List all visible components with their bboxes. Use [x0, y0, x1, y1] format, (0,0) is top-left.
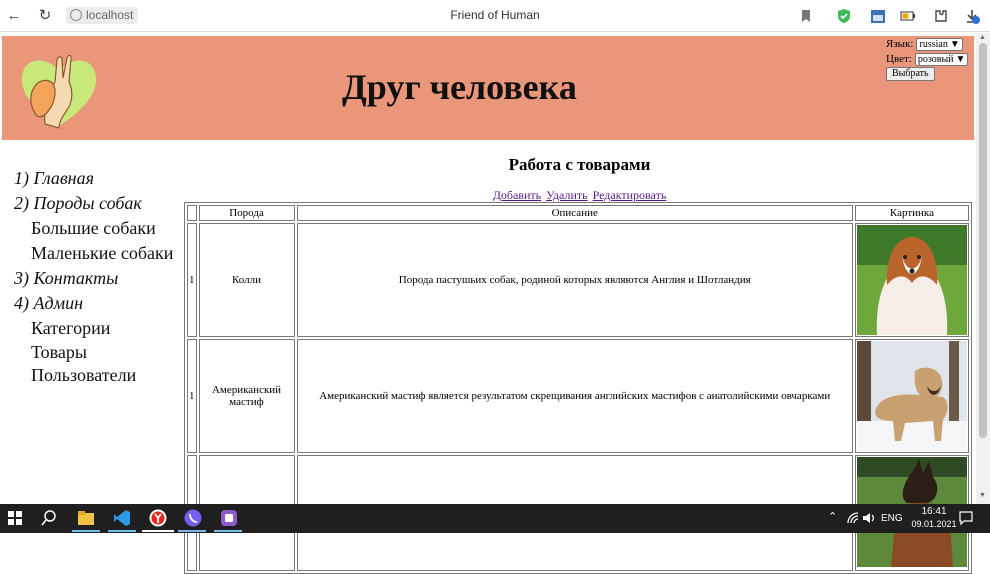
address-bar[interactable] [66, 7, 138, 24]
messenger-app-icon[interactable] [220, 509, 238, 527]
color-value: розовый [917, 53, 954, 65]
site-title: Друг человека [342, 67, 577, 107]
windows-start-icon[interactable] [6, 509, 24, 527]
reload-icon[interactable]: ↻ [38, 7, 52, 24]
volume-icon[interactable] [862, 511, 876, 525]
vscode-icon[interactable] [113, 509, 131, 527]
row-description: Порода пастушьих собак, родиной которых являются Англия и Шотландия [297, 223, 853, 337]
collie-photo [857, 225, 967, 335]
color-select[interactable] [915, 53, 969, 66]
sidebar-item[interactable]: Пользователи [31, 365, 137, 385]
scroll-thumb[interactable] [979, 43, 987, 438]
file-explorer-icon[interactable] [77, 509, 95, 527]
scroll-down-icon[interactable]: ▼ [979, 492, 986, 499]
scroll-up-icon[interactable]: ▲ [979, 34, 986, 41]
calendar-extension-icon[interactable] [870, 8, 886, 24]
vertical-scrollbar[interactable] [976, 33, 990, 504]
sidebar-item[interactable]: 2) Породы собак [14, 193, 142, 213]
sidebar-item[interactable]: 4) Админ [14, 293, 84, 313]
search-icon[interactable] [40, 509, 58, 527]
col-image-header: Картинка [855, 205, 969, 221]
notifications-icon[interactable] [959, 511, 973, 525]
sidebar-item[interactable]: Маленькие собаки [31, 243, 174, 263]
page-viewport [0, 33, 976, 504]
sidebar-item[interactable]: Товары [31, 341, 87, 362]
row-description: Американский мастиф является результатом скрещивания английских мастифов с анатолийскими овчарками [297, 339, 853, 453]
row-breed: Американский мастиф [199, 339, 295, 453]
action-links [183, 188, 976, 203]
table-row[interactable] [187, 223, 969, 337]
language-value: russian [919, 38, 948, 50]
viber-icon[interactable] [184, 509, 202, 527]
back-icon[interactable]: ← [6, 7, 22, 24]
taskbar-indicator [72, 530, 100, 532]
puzzle-icon[interactable] [933, 8, 949, 24]
tab-title: Friend of Human [450, 8, 540, 22]
language-select[interactable] [916, 38, 962, 51]
mastiff-photo [857, 341, 967, 451]
shield-icon[interactable] [836, 8, 852, 24]
delete-link[interactable]: Удалить [546, 188, 588, 202]
row-number: 1 [187, 223, 197, 337]
download-icon[interactable] [964, 8, 980, 24]
bookmark-icon[interactable] [798, 8, 814, 24]
taskbar-indicator [142, 530, 174, 532]
yandex-browser-icon[interactable] [149, 509, 167, 527]
sidebar-item[interactable]: Категории [31, 318, 111, 338]
table-header-row [187, 205, 969, 221]
col-desc-header: Описание [297, 205, 853, 221]
color-label: Цвет: [886, 53, 912, 65]
sidebar-item[interactable]: 1) Главная [14, 168, 94, 188]
hand-paw-logo [15, 46, 103, 134]
chevron-up-icon[interactable]: ⌃ [828, 511, 838, 523]
col-num-header [187, 205, 197, 221]
sidebar-item[interactable]: Большие собаки [31, 218, 156, 238]
settings-form [886, 37, 968, 81]
globe-icon [70, 9, 82, 21]
row-number: 1 [187, 339, 197, 453]
clock-date[interactable]: 09.01.2021 [911, 519, 957, 529]
col-breed-header: Порода [199, 205, 295, 221]
wifi-icon[interactable] [846, 511, 860, 525]
taskbar-indicator [214, 530, 242, 532]
taskbar-indicator [108, 530, 136, 532]
clock-time[interactable]: 16:41 [921, 506, 947, 517]
language-indicator[interactable]: ENG [881, 513, 903, 524]
browser-toolbar [0, 0, 990, 32]
taskbar-indicator [178, 530, 206, 532]
site-header [2, 36, 974, 140]
chevron-down-icon: ▼ [949, 38, 960, 50]
submit-button[interactable]: Выбрать [886, 67, 935, 81]
battery-icon[interactable] [900, 8, 916, 24]
row-image-cell [855, 223, 969, 337]
chevron-down-icon: ▼ [955, 53, 966, 65]
address-text: localhost [86, 8, 134, 22]
sidebar-item[interactable]: 3) Контакты [14, 268, 119, 288]
edit-link[interactable]: Редактировать [592, 188, 667, 202]
add-link[interactable]: Добавить [492, 188, 542, 202]
section-title: Работа с товарами [508, 155, 651, 174]
language-label: Язык: [886, 38, 914, 50]
sidebar-menu [14, 167, 173, 388]
row-image-cell [855, 339, 969, 453]
row-breed: Колли [199, 223, 295, 337]
table-row[interactable] [187, 339, 969, 453]
windows-taskbar [0, 504, 990, 533]
